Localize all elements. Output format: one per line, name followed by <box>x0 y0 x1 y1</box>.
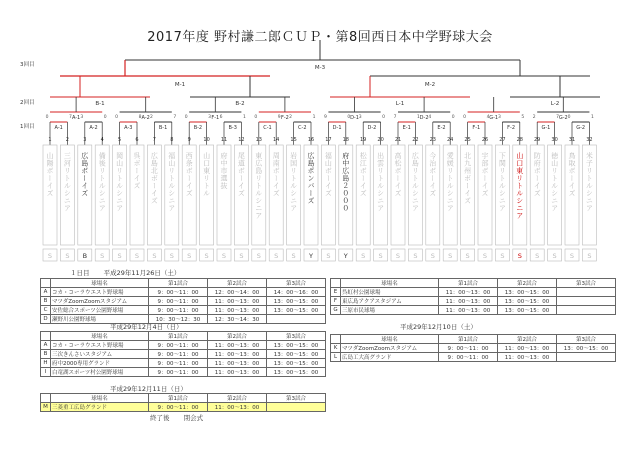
team-block-letter: S <box>134 252 140 260</box>
qf-label: B-1 <box>95 101 105 107</box>
venue-letter: G <box>331 306 341 315</box>
score-mark: 3 <box>497 115 501 120</box>
table-row <box>41 368 326 377</box>
team-block-letter: S <box>274 252 279 260</box>
game1-time: 9：00〜11：00 <box>149 350 208 359</box>
table-header-row <box>41 279 326 288</box>
team-number: 9 <box>187 137 191 143</box>
header-cell: 第1試合 <box>149 279 208 288</box>
team-name: 米子リトルシニア <box>585 152 594 212</box>
venue-name: 府中2000専用グランド <box>51 359 149 368</box>
game3-time: 14：00〜16：00 <box>267 288 326 297</box>
team-block-letter: S <box>361 252 366 260</box>
team-block-letter: S <box>221 252 227 260</box>
score-mark: 1 <box>590 115 594 120</box>
team-name: 防府ボーイズ <box>533 152 542 197</box>
team-name: 徳山リトルシニア <box>550 152 559 212</box>
team-number: 1 <box>48 137 52 143</box>
header-cell <box>331 335 341 344</box>
r32-label: F-1 <box>472 125 481 131</box>
game1-time: 9：00〜11：00 <box>149 306 208 315</box>
game3-time: 13：00〜15：00 <box>267 359 326 368</box>
table-header-row <box>41 394 326 403</box>
venue-name: コカ・コーラウエスト野球場 <box>51 288 149 297</box>
header-cell: 球場名 <box>51 332 149 341</box>
team-number: 22 <box>412 137 419 143</box>
game3-time <box>557 288 616 297</box>
team-block-letter: S <box>378 252 383 260</box>
team-name: 周南ボーイズ <box>272 152 281 197</box>
venue-name: 安佐総合スポーツ公園野球場 <box>51 306 149 315</box>
team-block-letter: S <box>535 252 540 260</box>
round-label-1: 1回目 <box>20 124 35 130</box>
game3-time <box>557 306 616 315</box>
team-number: 15 <box>290 137 297 143</box>
team-name: 岡山リトルシニア <box>115 152 124 212</box>
r16-label: A-2 <box>141 115 150 121</box>
team-number: 8 <box>170 137 174 143</box>
r16-label: D-2 <box>419 115 429 121</box>
team-name: 松江ボーイズ <box>359 152 368 197</box>
score-mark: 0 <box>463 115 467 120</box>
venue-name: 呉虹村公園球場 <box>341 288 439 297</box>
header-cell: 球場名 <box>341 279 439 288</box>
day3-heading <box>110 384 199 393</box>
day1-heading <box>70 268 192 277</box>
venue-name: マツダZoomZoomスタジアム <box>341 344 439 353</box>
team-number: 27 <box>499 137 506 143</box>
closing-line <box>150 413 215 422</box>
r16-label: G-1 <box>489 115 499 121</box>
team-number: 17 <box>325 137 332 143</box>
round-label-2: 2回目 <box>20 100 35 106</box>
team-block-letter: S <box>517 252 522 260</box>
header-cell: 第2試合 <box>208 332 267 341</box>
score-mark: 0 <box>382 115 386 120</box>
team-name: 三河リトルシニア <box>63 152 72 212</box>
table-row <box>331 353 616 362</box>
table-row <box>41 403 326 412</box>
game1-time: 9：00〜11：00 <box>149 359 208 368</box>
score-mark: 4 <box>486 115 490 120</box>
team-block-letter: S <box>152 252 157 260</box>
team-name: 出雲リトルシニア <box>376 152 385 212</box>
game2-time: 11：00〜13：00 <box>208 297 267 306</box>
venue-name: 白竜湖スポーツ村公園野球場 <box>51 368 149 377</box>
team-name: 広島ボーイズ <box>80 152 89 197</box>
score-mark: 3 <box>358 115 362 120</box>
score-mark: 1 <box>312 115 316 120</box>
game1-time: 9：00〜11：00 <box>149 368 208 377</box>
team-block-letter: Y <box>343 252 348 260</box>
team-number: 11 <box>220 137 228 143</box>
r32-label: B-2 <box>193 125 203 131</box>
closing-event: 閉会式 <box>183 414 204 422</box>
team-name: 鳥取ボーイズ <box>568 152 576 197</box>
table-row <box>41 350 326 359</box>
team-name: 府中広島２０００ <box>341 152 350 212</box>
team-number: 7 <box>152 137 156 143</box>
team-name: 備後リトルシニア <box>98 152 107 212</box>
game1-time: 9：00〜11：00 <box>149 341 208 350</box>
venue-name: 三菱重工広島グランド <box>51 403 149 412</box>
team-number: 13 <box>255 137 262 143</box>
qf-label: L-2 <box>550 101 560 107</box>
table-row <box>41 288 326 297</box>
team-name: 東広島リトルシニア <box>254 152 263 220</box>
table-row <box>41 306 326 315</box>
table-header-row <box>41 332 326 341</box>
r32-label: B-3 <box>228 125 237 131</box>
team-number: 12 <box>238 137 245 143</box>
team-block-letter: S <box>65 252 70 260</box>
team-number: 6 <box>135 137 139 143</box>
header-cell <box>41 394 51 403</box>
score-mark: 4 <box>428 115 432 120</box>
team-name: 愛媛リトルシニア <box>446 152 455 212</box>
game2-time: 12：30〜14：30 <box>208 315 267 324</box>
team-number: 21 <box>394 137 402 143</box>
score-mark: 0 <box>451 115 455 120</box>
score-mark: 7 <box>173 115 177 120</box>
day3-schedule-table <box>40 393 326 412</box>
r32-label: G-2 <box>576 125 586 131</box>
team-number: 20 <box>377 137 384 143</box>
team-block-letter: S <box>482 252 488 260</box>
team-name: 西条ボーイズ <box>185 152 194 197</box>
game2-time: 13：00〜15：00 <box>498 297 557 306</box>
venue-letter: K <box>331 344 341 353</box>
team-block-letter: S <box>239 252 244 260</box>
game1-time: 9：00〜11：00 <box>149 403 208 412</box>
score-mark: 0 <box>103 115 107 120</box>
r32-label: D-2 <box>367 125 377 131</box>
venue-letter: C <box>41 306 51 315</box>
game1-time: 11：00〜13：00 <box>439 288 498 297</box>
score-mark: 9 <box>323 115 327 120</box>
game2-time: 11：00〜13：00 <box>208 359 267 368</box>
team-block-letter: S <box>430 252 435 260</box>
header-cell: 球場名 <box>341 335 439 344</box>
r32-label: A-2 <box>89 125 98 131</box>
score-mark: 2 <box>532 115 536 120</box>
venue-letter: L <box>331 353 341 362</box>
team-name: 福山ボーイズ <box>324 152 333 197</box>
game1-time: 9：00〜11：00 <box>149 288 208 297</box>
header-cell: 第2試合 <box>208 279 267 288</box>
team-block-letter: S <box>169 252 174 260</box>
team-block-letter: S <box>552 252 557 260</box>
game3-time: 13：00〜15：00 <box>267 341 326 350</box>
venue-letter: B <box>41 297 51 306</box>
venue-letter: B <box>41 350 51 359</box>
round-label-3: 3回目 <box>20 62 35 68</box>
team-block-letter: S <box>500 252 505 260</box>
game3-time: 13：00〜15：00 <box>267 368 326 377</box>
game3-time <box>267 403 326 412</box>
venue-name: 広島工大高グランド <box>341 353 439 362</box>
team-block-letter: S <box>465 252 470 260</box>
team-name: 尾道ボーイズ <box>237 152 246 197</box>
score-mark: 5 <box>521 115 525 120</box>
day2-date: 平成29年12月4日（日） <box>110 323 183 331</box>
header-cell: 第1試合 <box>149 394 208 403</box>
final-label: M-3 <box>314 65 326 71</box>
day2-heading <box>110 322 195 331</box>
game3-time <box>267 315 326 324</box>
game1-time: 10：30〜12：30 <box>149 315 208 324</box>
team-name: 広島リトルシニア <box>411 152 420 212</box>
game3-time <box>557 297 616 306</box>
team-name: 山口東リトルシニア <box>515 152 524 220</box>
team-name: 福山リトルシニア <box>167 152 176 212</box>
table-row <box>331 306 616 315</box>
table-row <box>41 359 326 368</box>
day2b-schedule-table <box>330 334 616 362</box>
team-number: 4 <box>100 137 104 143</box>
venue-letter: D <box>41 315 51 324</box>
venue-letter: H <box>41 359 51 368</box>
r32-label: D-1 <box>332 125 342 131</box>
team-number: 28 <box>516 137 523 143</box>
team-name: 広島北ボーイズ <box>150 152 159 205</box>
venue-letter: I <box>41 368 51 377</box>
team-block-letter: S <box>326 252 331 260</box>
score-mark: 3 <box>80 115 84 120</box>
venue-name: 三原市民球場 <box>341 306 439 315</box>
header-cell: 第3試合 <box>267 279 326 288</box>
r32-label: C-2 <box>298 125 307 131</box>
header-cell: 第1試合 <box>149 332 208 341</box>
team-name: 今治ボーイズ <box>428 152 437 197</box>
team-number: 10 <box>203 137 210 143</box>
game1-time: 9：00〜11：00 <box>439 344 498 353</box>
venue-letter: M <box>41 403 51 412</box>
team-number: 3 <box>83 137 87 143</box>
team-block-letter: S <box>47 252 53 260</box>
day2b-date: 平成29年12月10日（土） <box>400 323 477 331</box>
game1-time: 11：00〜13：00 <box>439 297 498 306</box>
score-mark: 0 <box>347 115 351 120</box>
page-title: 2017年度 野村謙二郎ＣＵＰ・第8回西日本中学野球大会 <box>147 30 493 45</box>
team-block-letter: B <box>82 252 88 260</box>
game2-time: 13：00〜15：00 <box>498 288 557 297</box>
team-number: 14 <box>273 137 280 143</box>
closing-label: 終了後 <box>150 414 170 422</box>
team-name: 呉ボーイズ <box>133 152 141 190</box>
r16-label: F-2 <box>280 115 289 121</box>
team-number: 29 <box>534 137 541 143</box>
game3-time: 13：00〜15：00 <box>267 350 326 359</box>
team-block-letter: S <box>204 252 209 260</box>
game2-time: 11：00〜13：00 <box>498 344 557 353</box>
day3-date: 平成29年12月11日（日） <box>110 385 187 393</box>
day2-schedule-table <box>40 331 326 377</box>
header-cell: 第3試合 <box>557 279 616 288</box>
team-name: 高松ボーイズ <box>394 152 402 197</box>
r16-label: F-1 <box>211 115 220 121</box>
game2-time: 11：00〜13：00 <box>208 306 267 315</box>
r32-label: C-1 <box>263 125 272 131</box>
score-mark: 6 <box>219 115 223 120</box>
team-number: 30 <box>551 137 558 143</box>
game3-time <box>557 353 616 362</box>
header-cell: 第1試合 <box>439 335 498 344</box>
r16-label: A-1 <box>71 115 81 121</box>
team-block-letter: Y <box>309 252 313 260</box>
team-name: 北九州ボーイズ <box>463 152 472 205</box>
table-header-row <box>331 335 616 344</box>
r32-label: E-2 <box>437 125 446 131</box>
game2-time: 12：00〜14：00 <box>208 288 267 297</box>
venue-name: 三次きんさいスタジアム <box>51 350 149 359</box>
table-header-row <box>331 279 616 288</box>
score-mark: 8 <box>138 115 142 120</box>
game2-time: 11：00〜13：00 <box>208 341 267 350</box>
day1b-schedule-table <box>330 278 616 315</box>
header-cell <box>331 279 341 288</box>
team-name: 広島ポンバーズ <box>307 152 315 205</box>
game1-time: 9：00〜11：00 <box>439 353 498 362</box>
score-mark: 1 <box>416 115 420 120</box>
team-name: 山陽ボーイズ <box>46 152 54 197</box>
day1-label: １日目 <box>70 269 90 277</box>
game1-time: 11：00〜13：00 <box>439 306 498 315</box>
game3-time: 13：00〜15：00 <box>267 306 326 315</box>
header-cell: 第2試合 <box>498 279 557 288</box>
venue-letter: E <box>331 288 341 297</box>
score-mark: 3 <box>208 115 212 120</box>
team-number: 23 <box>429 137 436 143</box>
score-mark: 0 <box>115 115 119 120</box>
venue-name: 東広島アクアスタジアム <box>341 297 439 306</box>
header-cell: 第1試合 <box>439 279 498 288</box>
venue-letter: F <box>331 297 341 306</box>
header-cell: 第2試合 <box>498 335 557 344</box>
team-name: 下関リトルシニア <box>498 152 507 212</box>
table-row <box>331 297 616 306</box>
team-number: 19 <box>360 137 367 143</box>
r16-label: D-1 <box>350 115 359 121</box>
header-cell: 第3試合 <box>557 335 616 344</box>
r32-label: F-2 <box>507 125 516 131</box>
team-block-letter: S <box>187 252 192 260</box>
r32-label: B-1 <box>158 125 168 131</box>
team-block-letter: S <box>100 252 105 260</box>
team-number: 32 <box>586 137 593 143</box>
header-cell <box>41 279 51 288</box>
team-number: 24 <box>447 137 454 143</box>
table-row <box>41 341 326 350</box>
game2-time: 11：00〜13：00 <box>498 353 557 362</box>
r32-label: A-1 <box>54 125 63 131</box>
r32-label: A-3 <box>124 125 133 131</box>
venue-letter: A <box>41 341 51 350</box>
team-number: 18 <box>342 137 349 143</box>
semi-label-left: M-1 <box>174 82 186 88</box>
game1-time: 9：00〜11：00 <box>149 297 208 306</box>
score-mark: 0 <box>254 115 258 120</box>
team-block-letter: S <box>413 252 418 260</box>
team-number: 5 <box>118 137 122 143</box>
score-mark: 7 <box>556 115 560 120</box>
team-block-letter: S <box>395 252 401 260</box>
table-row <box>331 344 616 353</box>
venue-letter: A <box>41 288 51 297</box>
header-cell: 球場名 <box>51 279 149 288</box>
team-block-letter: S <box>587 252 592 260</box>
score-mark: 0 <box>567 115 571 120</box>
table-row <box>331 288 616 297</box>
team-number: 25 <box>464 137 471 143</box>
day1-schedule-table <box>40 278 326 324</box>
team-block-letter: S <box>256 252 261 260</box>
header-cell: 第2試合 <box>208 394 267 403</box>
score-mark: 2 <box>289 115 293 120</box>
team-number: 2 <box>65 137 69 143</box>
game3-time: 13：00〜15：00 <box>557 344 616 353</box>
team-name: 府中市選抜 <box>220 152 228 190</box>
r32-label: E-1 <box>402 125 411 131</box>
r16-label: G-2 <box>558 115 568 121</box>
day2b-heading <box>400 322 489 331</box>
r32-label: G-1 <box>541 125 551 131</box>
team-number: 26 <box>481 137 489 143</box>
day1-date: 平成29年11月26日（土） <box>103 269 181 277</box>
score-mark: 2 <box>149 115 153 120</box>
venue-name: コカ・コーラウエスト野球場 <box>51 341 149 350</box>
team-name: 宇部ボーイズ <box>481 152 489 197</box>
team-name: 山口東リトル <box>202 152 211 197</box>
header-cell <box>41 332 51 341</box>
game2-time: 11：00〜13：00 <box>208 350 267 359</box>
team-name: 岩国リトルシニア <box>289 152 298 212</box>
table-row <box>41 297 326 306</box>
team-block-letter: S <box>448 252 453 260</box>
semi-label-right: M-2 <box>424 82 436 88</box>
team-block-letter: S <box>569 252 575 260</box>
qf-label: B-2 <box>235 101 245 107</box>
qf-label: L-1 <box>395 101 405 107</box>
score-mark: 1 <box>242 115 246 120</box>
team-block-letter: S <box>117 252 122 260</box>
score-mark: 9 <box>277 115 281 120</box>
header-cell: 第3試合 <box>267 394 326 403</box>
game3-time: 13：00〜15：00 <box>267 297 326 306</box>
game2-time: 11：00〜13：00 <box>208 403 267 412</box>
team-block-letter: S <box>291 252 296 260</box>
venue-name: 瀬野川公園野球場 <box>51 315 149 324</box>
venue-name: マツダZoomZoomスタジアム <box>51 297 149 306</box>
score-mark: 0 <box>184 115 188 120</box>
header-cell: 球場名 <box>51 394 149 403</box>
team-number: 31 <box>568 137 576 143</box>
game2-time: 13：00〜15：00 <box>498 306 557 315</box>
team-number: 16 <box>307 137 315 143</box>
game2-time: 11：00〜13：00 <box>208 368 267 377</box>
score-mark: 0 <box>45 115 49 120</box>
score-mark: 7 <box>68 115 72 120</box>
header-cell: 第3試合 <box>267 332 326 341</box>
score-mark: 7 <box>393 115 397 120</box>
